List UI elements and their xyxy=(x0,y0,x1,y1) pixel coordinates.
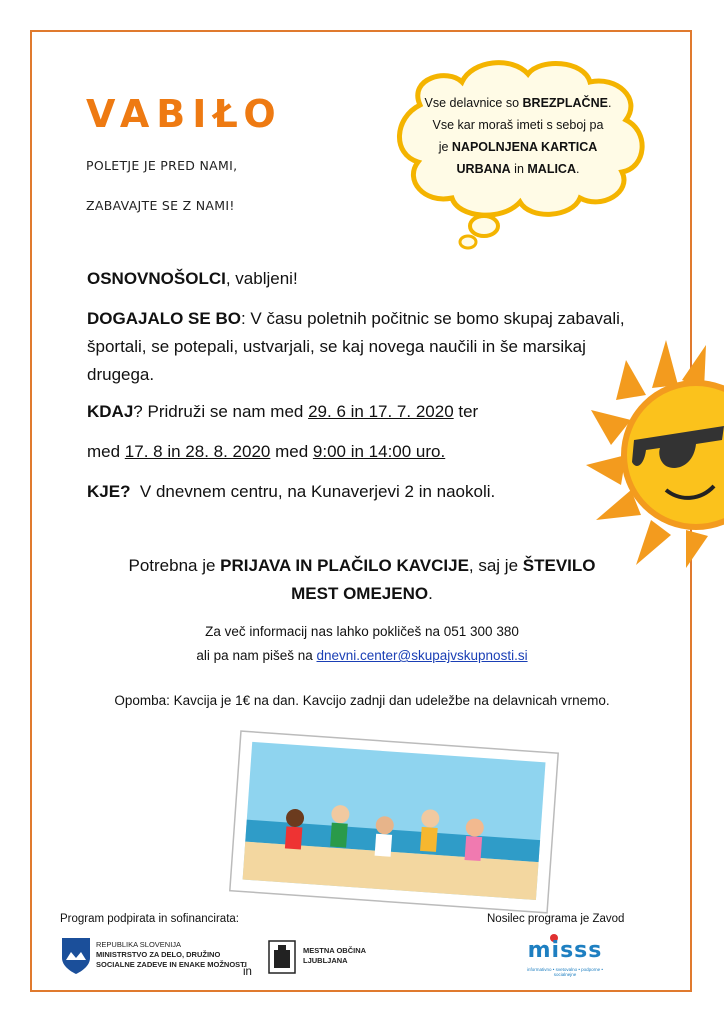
ministry-text: REPUBLIKA SLOVENIJA MINISTRSTVO ZA DELO, DRUŽINO SOCIALNE ZADEVE IN ENAKE MOŽNOSTI xyxy=(96,940,247,969)
sponsors-label: Program podpirata in sofinancirata: xyxy=(60,913,239,925)
where-line: KJE? V dnevnem centru, na Kunaverjevi 2 in naokoli. xyxy=(87,482,496,501)
organizer-label: Nosilec programa je Zavod xyxy=(487,913,625,925)
contact-text: Za več informacij nas lahko pokličeš na 051 300 380 ali pa nam pišeš na dnevni.center@skupajvskupnosti.si xyxy=(196,624,528,663)
when-line-2: med 17. 8 in 28. 8. 2020 med 9:00 in 14:00 uro. xyxy=(87,442,446,461)
misss-logo: misss informativno • svetovalno • podporne • socialnejne xyxy=(516,934,614,978)
kids-beach-photo xyxy=(225,730,565,915)
slovenia-coat-of-arms-icon xyxy=(60,936,92,976)
ljubljana-castle-icon xyxy=(268,940,296,974)
email-link[interactable]: dnevni.center@skupajvskupnosti.si xyxy=(316,648,528,663)
notice-text: Potrebna je PRIJAVA IN PLAČILO KAVCIJE, saj je ŠTEVILO MEST OMEJENO. xyxy=(128,556,596,603)
note-text: Opomba: Kavcija je 1€ na dan. Kavcijo zadnji dan udeležbe na delavnicah vrnemo. xyxy=(114,693,610,708)
cloud-text: Vse delavnice so BREZPLAČNE. Vse kar moraš imeti s seboj pa je NAPOLNJENA KARTICA URBANA in MALICA. xyxy=(424,96,612,176)
subtitle-line-2: ZABAVAJTE SE Z NAMI! xyxy=(86,198,235,213)
mol-text: MESTNA OBČINA LJUBLJANA xyxy=(303,946,367,965)
intro-line: OSNOVNOŠOLCI, vabljeni! xyxy=(87,269,298,288)
and-text: in xyxy=(243,966,252,978)
subtitle-line-1: POLETJE JE PRED NAMI, xyxy=(86,158,238,173)
activities-paragraph: DOGAJALO SE BO: V času poletnih počitnic se bomo skupaj zabavali, športali, se potepali, ustvarjali, se kaj novega naučili in še marsikaj drugega. xyxy=(87,309,625,384)
page-title: VABIŁO xyxy=(86,92,283,136)
when-line-1: KDAJ? Pridruži se nam med 29. 6 in 17. 7. 2020 ter xyxy=(87,402,479,421)
